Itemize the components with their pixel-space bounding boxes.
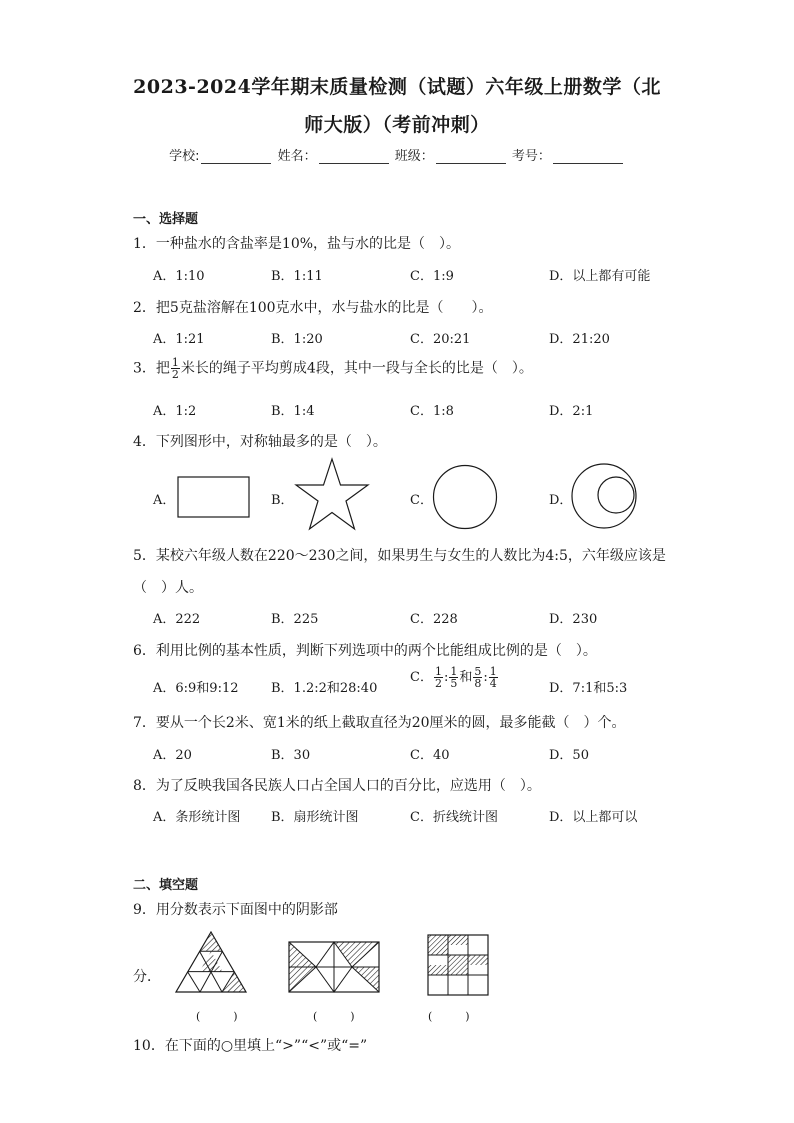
- q3-numerator: 1: [171, 356, 179, 369]
- shaded-rectangle-figure: [288, 941, 380, 993]
- fraction-numerator: 1: [434, 665, 442, 678]
- q6-option-d[interactable]: D．7:1和5:3: [549, 681, 628, 696]
- q8-option-a[interactable]: A．条形统计图: [153, 810, 241, 825]
- q5-option-c[interactable]: C．228: [410, 612, 458, 627]
- fraction-denominator: 8: [474, 677, 482, 690]
- doc-title-line2: 师大版）（考前冲刺）: [304, 114, 490, 136]
- doc-title-line1: 2023-2024学年期末质量检测（试题）六年级上册数学（北: [133, 76, 661, 98]
- student-info-line: [0, 145, 794, 164]
- and-word: 和: [459, 670, 473, 685]
- q2-option-a[interactable]: A．1:21: [153, 332, 205, 347]
- question-9: 9．用分数表示下面图中的阴影部: [133, 902, 338, 918]
- question-1: 1．一种盐水的含盐率是10%，盐与水的比是（ ）。: [133, 236, 461, 252]
- q9-answer-blank-3[interactable]: ( ): [428, 1010, 470, 1023]
- class-label: 班级：: [394, 149, 434, 164]
- question-10: 10．在下面的○里填上“>”“<”或“=”: [133, 1038, 368, 1054]
- q7-option-b[interactable]: B．30: [271, 748, 311, 763]
- q6-c-label: C．: [410, 670, 433, 685]
- fraction-denominator: 5: [450, 677, 458, 690]
- q8-option-b[interactable]: B．扇形统计图: [271, 810, 359, 825]
- q6-option-c[interactable]: [410, 666, 499, 689]
- q6-c-fraction-1: [434, 666, 443, 689]
- fraction-numerator: 1: [489, 665, 497, 678]
- fraction-denominator: 4: [489, 677, 497, 690]
- rectangle-shape: [177, 476, 250, 518]
- section-heading-fill: 二、填空题: [133, 878, 199, 893]
- q4-option-b[interactable]: B．: [271, 493, 294, 508]
- shaded-triangle-figure: [175, 931, 247, 993]
- q4-option-d[interactable]: D．: [549, 493, 573, 508]
- star-shape: [294, 457, 370, 535]
- q2-option-b[interactable]: B．1:20: [271, 332, 323, 347]
- question-5-line1: 5．某校六年级人数在220～230之间，如果男生与女生的人数比为4:5，六年级应该是: [133, 548, 666, 564]
- q3-option-d[interactable]: D．2:1: [549, 404, 594, 419]
- q1-option-d[interactable]: D．以上都有可能: [549, 269, 651, 284]
- fraction-denominator: 2: [434, 677, 442, 690]
- shaded-grid-figure: [427, 934, 489, 996]
- question-6: 6．利用比例的基本性质，判断下列选项中的两个比能组成比例的是（ ）。: [133, 643, 597, 659]
- section-heading-choice: 一、选择题: [133, 212, 199, 227]
- q4-option-c[interactable]: C．: [410, 493, 433, 508]
- question-9-tail: 分．: [133, 969, 161, 985]
- circle-shape: [432, 464, 498, 530]
- q3-text-pre: 3．把: [133, 360, 170, 377]
- school-blank[interactable]: [201, 149, 271, 164]
- q6-option-a[interactable]: A．6:9和9:12: [153, 681, 239, 696]
- q9-answer-blank-2[interactable]: ( ): [313, 1010, 355, 1023]
- class-blank[interactable]: [436, 149, 506, 164]
- exam-no-label: 考号：: [511, 149, 551, 164]
- exam-no-blank[interactable]: [553, 149, 623, 164]
- question-5-line2: （ ）人。: [133, 580, 203, 596]
- q6-c-fraction-2: [449, 666, 458, 689]
- q5-option-d[interactable]: D．230: [549, 612, 598, 627]
- question-8: 8．为了反映我国各民族人口占全国人口的百分比，应选用（ ）。: [133, 778, 541, 794]
- fraction-numerator: 1: [450, 665, 458, 678]
- q5-option-a[interactable]: A．222: [153, 612, 201, 627]
- q8-option-d[interactable]: D．以上都可以: [549, 810, 638, 825]
- q6-option-b[interactable]: B．1.2:2和28:40: [271, 681, 378, 696]
- nested-circles-shape: [571, 462, 637, 530]
- q1-option-c[interactable]: C．1:9: [410, 269, 454, 284]
- q6-c-fraction-3: [473, 666, 482, 689]
- q2-option-d[interactable]: D．21:20: [549, 332, 610, 347]
- q8-option-c[interactable]: C．折线统计图: [410, 810, 498, 825]
- q3-fraction: [171, 357, 180, 380]
- school-label: 学校:: [169, 149, 200, 164]
- q6-c-fraction-4: [489, 666, 498, 689]
- q9-answer-blank-1[interactable]: ( ): [196, 1010, 238, 1023]
- ratio-colon: :: [443, 670, 449, 685]
- q3-denominator: 2: [171, 368, 179, 381]
- q7-option-c[interactable]: C．40: [410, 748, 450, 763]
- q3-option-c[interactable]: C．1:8: [410, 404, 454, 419]
- q7-option-a[interactable]: A．20: [153, 748, 192, 763]
- q3-option-a[interactable]: A．1:2: [153, 404, 197, 419]
- q3-option-b[interactable]: B．1:4: [271, 404, 315, 419]
- q1-option-a[interactable]: A．1:10: [153, 269, 205, 284]
- question-2: 2．把5克盐溶解在100克水中，水与盐水的比是（ ）。: [133, 300, 493, 316]
- q7-option-d[interactable]: D．50: [549, 748, 589, 763]
- q2-option-c[interactable]: C．20:21: [410, 332, 471, 347]
- q4-option-a[interactable]: A．: [153, 493, 176, 508]
- q5-option-b[interactable]: B．225: [271, 612, 319, 627]
- name-label: 姓名：: [277, 149, 317, 164]
- q3-text-post: 米长的绳子平均剪成4段，其中一段与全长的比是（ ）。: [180, 360, 533, 377]
- name-blank[interactable]: [319, 149, 389, 164]
- fraction-numerator: 5: [474, 665, 482, 678]
- question-7: 7．要从一个长2米、宽1米的纸上截取直径为20厘米的圆，最多能截（ ）个。: [133, 715, 626, 731]
- question-4: 4．下列图形中，对称轴最多的是（ ）。: [133, 434, 387, 450]
- question-3: [133, 357, 533, 380]
- q1-option-b[interactable]: B．1:11: [271, 269, 323, 284]
- ratio-colon: :: [483, 670, 488, 685]
